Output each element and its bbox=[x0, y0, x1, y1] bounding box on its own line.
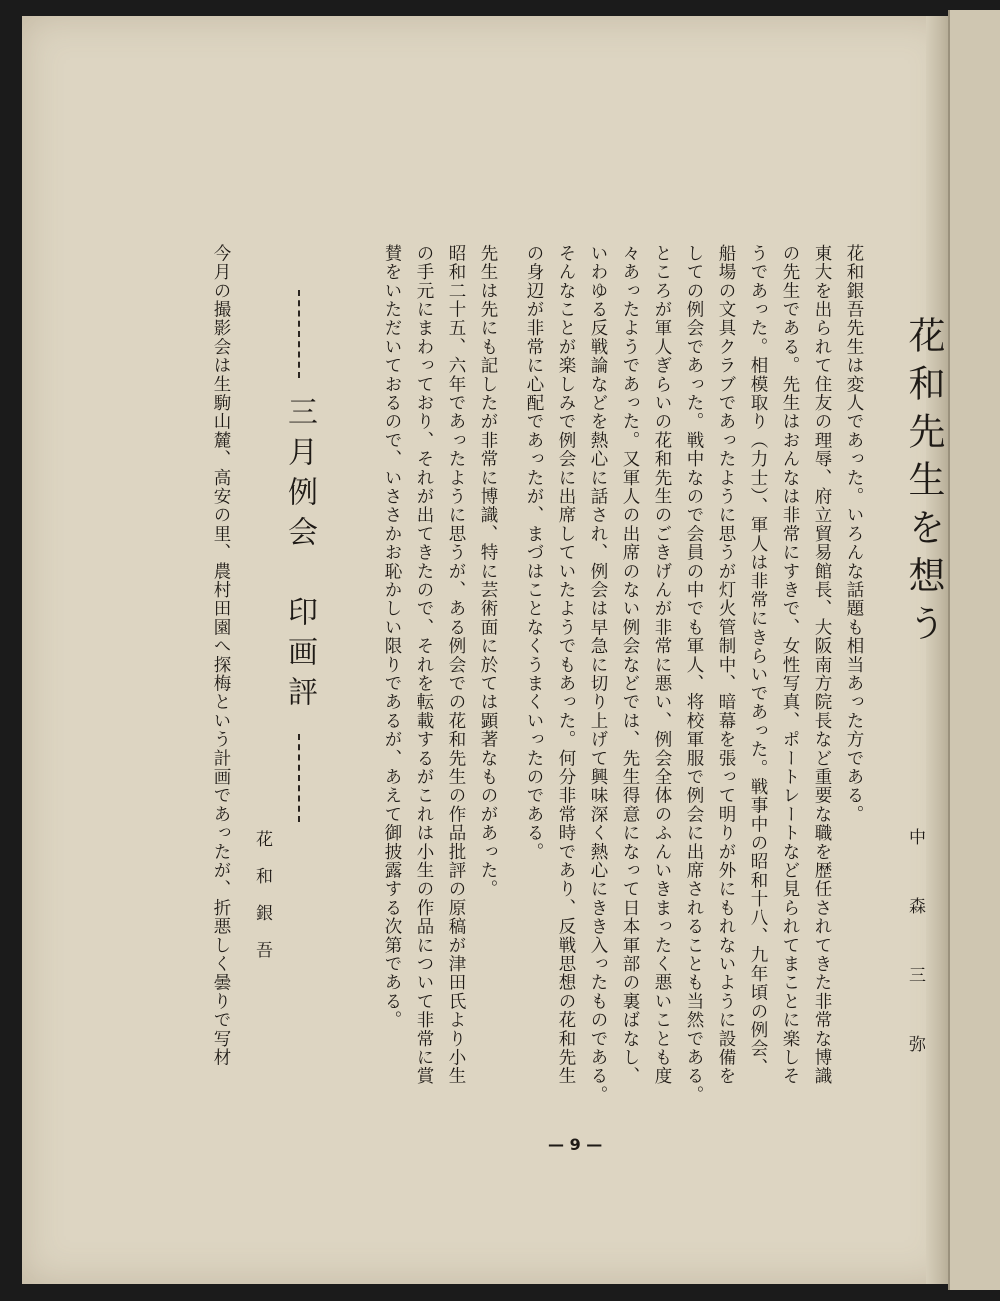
article-line: の手元にまわっており、それが出てきたので、それを転載するがこれは小生の作品について非常に賞 bbox=[414, 244, 434, 1086]
dashed-rule-top bbox=[298, 290, 300, 378]
section-author: 花和銀吾 bbox=[252, 830, 272, 978]
article-line: 昭和二十五、六年であったように思うが、ある例会での花和先生の作品批評の原稿が津田氏より小生 bbox=[446, 244, 466, 1086]
page-number: — 9 — bbox=[548, 1135, 603, 1154]
article-line: 東大を出られて住友の理辱、府立貿易館長、大阪南方院長など重要な職を歴任されてきた非常な博識 bbox=[812, 244, 832, 1086]
section-line: 今月の撮影会は生駒山麓、高安の里、農村田園へ探梅という計画であったが、折悪しく曇りで写材 bbox=[211, 244, 231, 1067]
article-line: ところが軍人ぎらいの花和先生のごきげんが非常に悪い、例会全体のふんいきまったく悪いことも度 bbox=[652, 244, 672, 1086]
article-line: の先生である。先生はおんなは非常にすきで、女性写真、ポートレートなど見られてまことに楽しそ bbox=[780, 244, 800, 1086]
article-title: 花和先生を想う bbox=[902, 316, 945, 652]
section-title-text: 三月例会 印画評 bbox=[282, 396, 317, 716]
article-line: の身辺が非常に心配であったが、まづはことなくうまくいったのである。 bbox=[524, 244, 544, 862]
next-page-edge bbox=[948, 10, 1000, 1290]
article-author: 中森三弥 bbox=[905, 828, 925, 1104]
article-line: 先生は先にも記したが非常に博識、特に芸術面に於ては顕著なものがあった。 bbox=[478, 244, 498, 899]
article-line: うであった。相模取り（力士）、軍人は非常にきらいであった。戦事中の昭和十八、九年頃の例会、 bbox=[748, 244, 768, 1077]
article-line: 船場の文具クラブであったように思うが灯火管制中、暗幕を張って明りが外にもれないように設備を bbox=[716, 244, 736, 1086]
section-title bbox=[277, 290, 321, 822]
article-line: そんなことが楽しみで例会に出席していたようでもあった。何分非常時であり、反戦思想の花和先生 bbox=[556, 244, 576, 1086]
article-line: 々あったようであった。又軍人の出席のない例会などでは、先生得意になって日本軍部の裏ばなし、 bbox=[620, 244, 640, 1086]
article-line: しての例会であった。戦中なので会員の中でも軍人、将校軍服で例会に出席されることも当然である。 bbox=[684, 244, 704, 1105]
article-line: いわゆる反戦論などを熱心に話され、例会は早急に切り上げて興味深く熱心にきき入ったものである。 bbox=[588, 244, 608, 1105]
dashed-rule-bottom bbox=[298, 734, 300, 822]
article-line: 花和銀吾先生は変人であった。いろんな話題も相当あった方である。 bbox=[844, 244, 864, 824]
article-line: 賛をいただいておるので、いささかお恥かしい限りであるが、あえて御披露する次第である。 bbox=[382, 244, 402, 1030]
